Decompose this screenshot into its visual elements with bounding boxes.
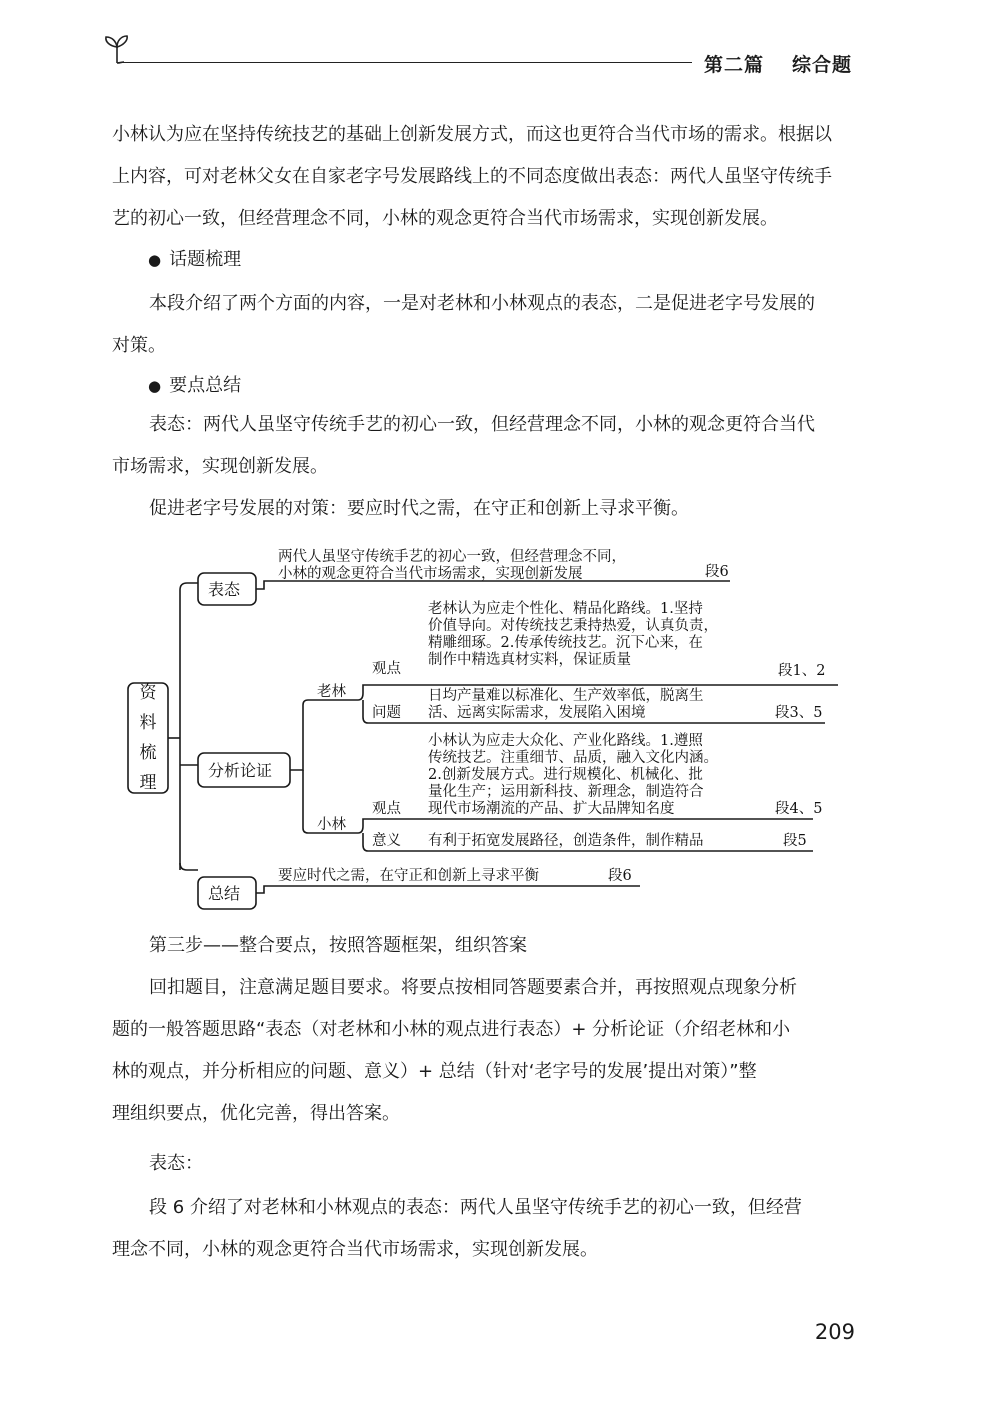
intro-paragraph	[112, 114, 857, 240]
header-section: 综合题	[791, 54, 852, 76]
page-number: 209	[814, 1320, 855, 1344]
step3-line: 题的一般答题思路“表态（对老林和小林的观点进行表态）+ 分析论证（介绍老林和小	[112, 1019, 791, 1040]
topic-paragraph	[112, 283, 857, 367]
xiaolin-meaning-text: 有利于拓宽发展路径，创造条件，制作精品	[428, 833, 704, 849]
laolin-problem-line: 日均产量难以标准化、生产效率低，脱离生	[428, 688, 704, 704]
xiaolin-view-line: 现代市场潮流的产品、扩大品牌知名度	[428, 801, 675, 817]
stance-line: 小林的观念更符合当代市场需求，实现创新发展	[278, 566, 583, 582]
root-char: 理	[139, 773, 157, 793]
summary-line: 市场需求，实现创新发展。	[112, 456, 328, 477]
conclusion-node: 总结	[208, 884, 241, 903]
intro-line: 小林认为应在坚持传统技艺的基础上创新发展方式，而这也更符合当代市场的需求。根据以	[112, 124, 832, 145]
laolin-view-line: 精雕细琢。2.传承传统技艺。沉下心来，在	[428, 635, 703, 651]
topic-heading: ● 话题梳理	[148, 245, 241, 275]
answer-line: 理念不同，小林的观念更符合当代市场需求，实现创新发展。	[112, 1239, 598, 1260]
intro-line: 艺的初心一致，但经营理念不同，小林的观念更符合当代市场需求，实现创新发展。	[112, 208, 778, 229]
step3-heading: 第三步——整合要点，按照答题框架，组织答案	[149, 935, 527, 956]
summary-heading: ● 要点总结	[148, 371, 241, 401]
intro-line: 上内容，可对老林父女在自家老字号发展路线上的不同态度做出表态：两代人虽坚守传统手	[112, 166, 832, 187]
laolin-problem-text	[428, 688, 704, 722]
step3-stance-label-block	[112, 1143, 857, 1185]
laolin-problem-line: 活、远离实际需求，发展陷入困境	[428, 705, 646, 721]
step3-line: 回扣题目，注意满足题目要求。将要点按相同答题要素合并，再按照观点现象分析	[149, 977, 797, 998]
xiaolin-view-line: 小林认为应走大众化、产业化路线。1.遵照	[428, 733, 703, 749]
topic-line: 本段介绍了两个方面的内容，一是对老林和小林观点的表态，二是促进老字号发展的	[149, 293, 815, 314]
mind-map-diagram	[120, 545, 880, 915]
page-header	[100, 32, 860, 76]
stance-ref: 段6	[705, 564, 729, 580]
laolin-view-ref: 段1、2	[778, 663, 826, 679]
stance-line: 两代人虽坚守传统手艺的初心一致，但经营理念不同，	[278, 549, 626, 565]
xiaolin-meaning-label: 意义	[372, 833, 401, 849]
xiaolin-view-label: 观点	[372, 801, 401, 817]
summary-line: 表态：两代人虽坚守传统手艺的初心一致，但经营理念不同，小林的观念更符合当代	[149, 414, 815, 435]
conclusion-ref: 段6	[608, 868, 632, 884]
analysis-node: 分析论证	[208, 761, 273, 780]
xiaolin-node: 小林	[317, 817, 346, 833]
root-char: 资	[139, 683, 157, 703]
header-title	[704, 50, 852, 77]
laolin-view-line: 制作中精选真材实料，保证质量	[428, 652, 631, 668]
laolin-view-label: 观点	[372, 661, 401, 677]
stance-text	[278, 549, 626, 583]
step3-paragraph	[112, 967, 857, 1135]
xiaolin-view-line: 传统技艺。注重细节、品质，融入文化内涵。	[428, 750, 718, 766]
diagram-root	[133, 678, 163, 798]
step3-answer	[112, 1187, 857, 1271]
topic-line: 对策。	[112, 335, 166, 356]
root-char: 梳	[139, 743, 157, 763]
sprout-icon	[100, 32, 134, 66]
xiaolin-view-ref: 段4、5	[775, 801, 823, 817]
laolin-node: 老林	[317, 684, 346, 700]
summary-measure: 促进老字号发展的对策：要应时代之需，在守正和创新上寻求平衡。	[149, 498, 689, 519]
laolin-view-line: 老林认为应走个性化、精品化路线。1.坚持	[428, 601, 703, 617]
xiaolin-meaning-ref: 段5	[783, 833, 807, 849]
summary-paragraph	[112, 404, 857, 530]
laolin-problem-label: 问题	[372, 705, 401, 721]
step3-stance-label: 表态：	[149, 1153, 203, 1174]
step3-heading-block	[112, 925, 857, 967]
answer-line: 段 6 介绍了对老林和小林观点的表态：两代人虽坚守传统手艺的初心一致，但经营	[149, 1197, 802, 1218]
conclusion-text: 要应时代之需，在守正和创新上寻求平衡	[278, 868, 539, 884]
xiaolin-view-text	[428, 733, 718, 818]
laolin-problem-ref: 段3、5	[775, 705, 823, 721]
laolin-view-text	[428, 601, 718, 669]
header-part: 第二篇	[703, 54, 764, 76]
step3-line: 林的观点，并分析相应的问题、意义）+ 总结（针对‘老字号的发展’提出对策）”整	[112, 1061, 757, 1082]
stance-node: 表态	[208, 580, 241, 599]
xiaolin-view-line: 2.创新发展方式。进行规模化、机械化、批	[428, 767, 703, 783]
root-char: 料	[139, 713, 157, 733]
header-rule	[118, 62, 692, 63]
laolin-view-line: 价值导向。对传统技艺秉持热爱，认真负责，	[428, 618, 718, 634]
xiaolin-view-line: 量化生产；运用新科技、新理念，制造符合	[428, 784, 704, 800]
step3-line: 理组织要点，优化完善，得出答案。	[112, 1103, 400, 1124]
